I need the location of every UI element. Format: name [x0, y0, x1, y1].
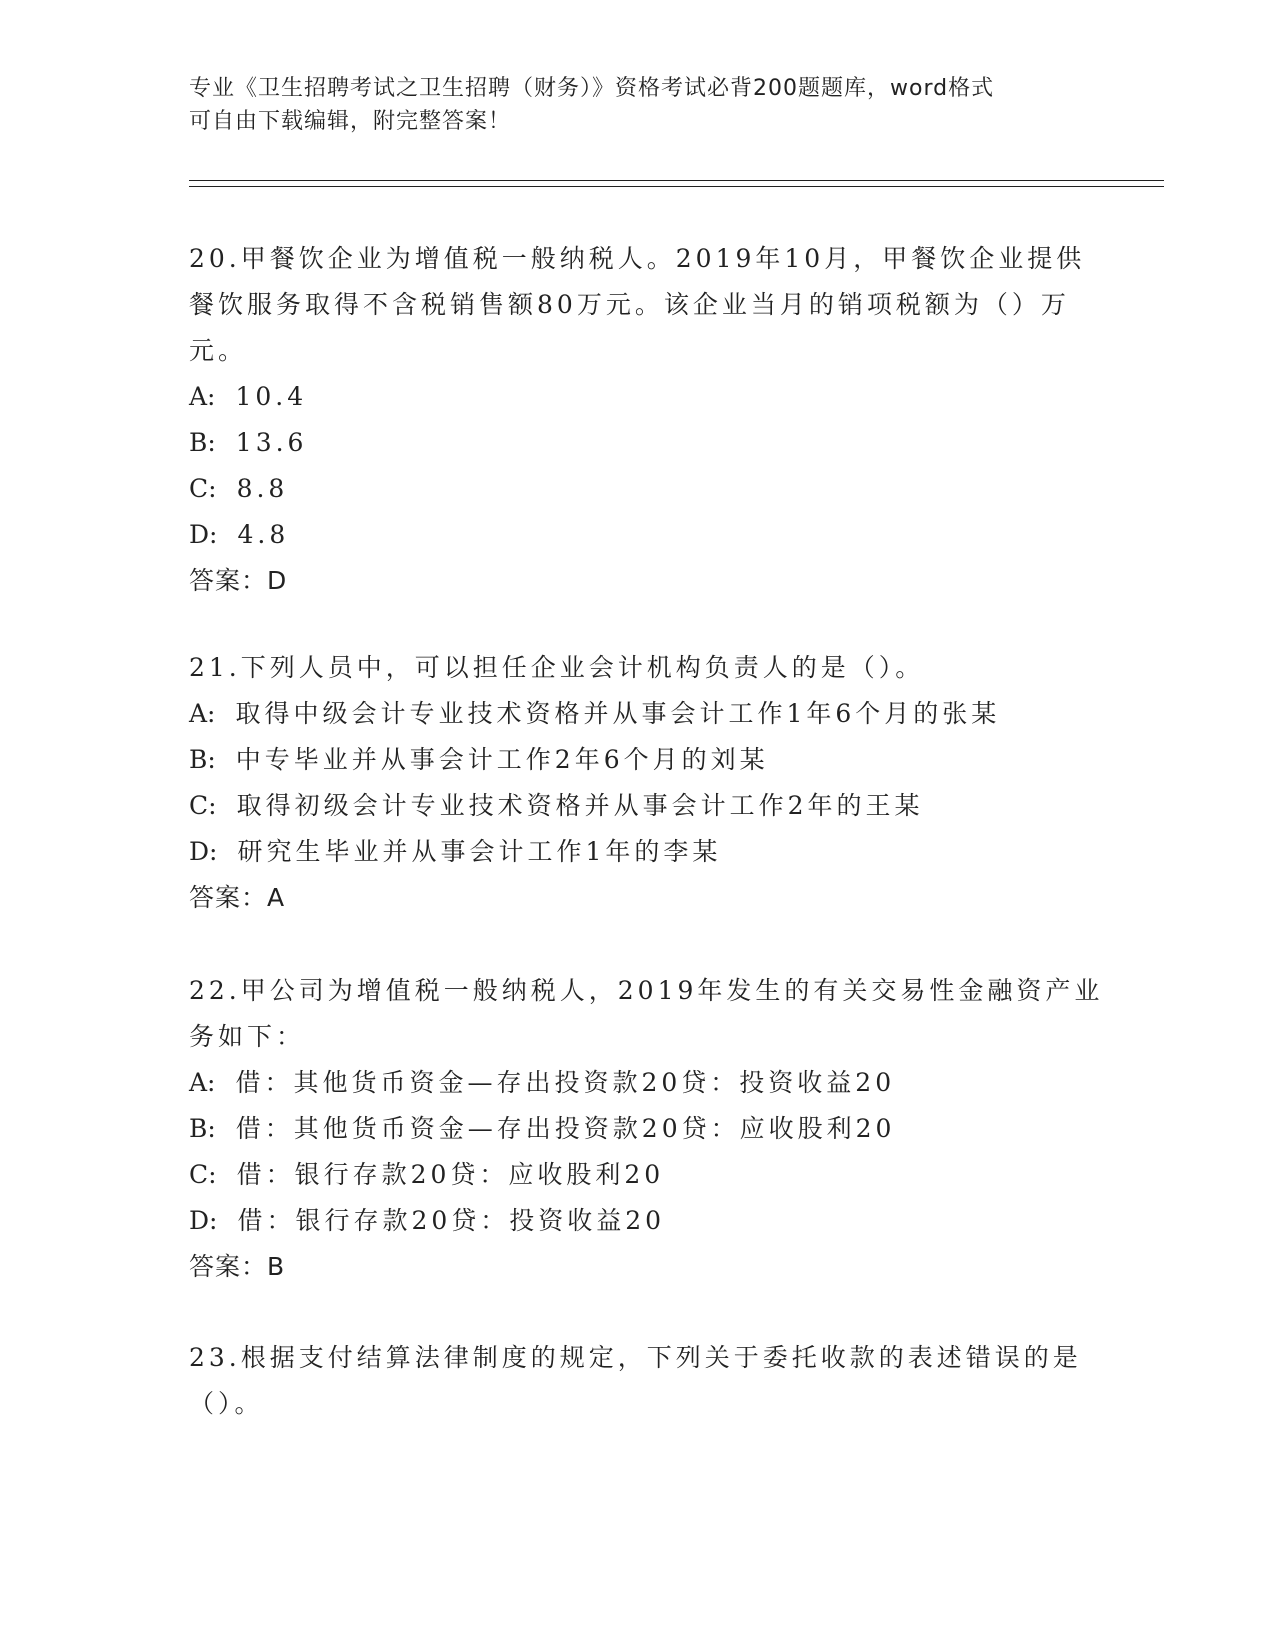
option-letter: C:: [189, 1160, 217, 1189]
question-stem-line: 元。: [189, 336, 248, 365]
option-text: 借：其他货币资金—存出投资款20贷：投资收益20: [235, 1068, 896, 1097]
option-letter: A:: [189, 382, 216, 411]
question-23: [189, 1335, 1089, 1427]
option-c: [189, 1152, 1089, 1198]
option-d: [189, 829, 1089, 875]
option-text: 研究生毕业并从事会计工作1年的李某: [237, 837, 722, 866]
answer-line: 答案：D: [189, 566, 288, 595]
option-c: [189, 783, 1089, 829]
option-letter: B:: [189, 428, 216, 457]
option-letter: D:: [189, 520, 218, 549]
question-stem-line: 22.甲公司为增值税一般纳税人，2019年发生的有关交易性金融资产业: [189, 976, 1104, 1005]
option-text: 借：银行存款20贷：投资收益20: [237, 1206, 666, 1235]
option-text: 中专毕业并从事会计工作2年6个月的刘某: [235, 745, 769, 774]
option-text: 取得中级会计专业技术资格并从事会计工作1年6个月的张某: [235, 699, 1001, 728]
option-letter: A:: [189, 1068, 216, 1097]
question-20: [189, 236, 1089, 604]
answer-line: 答案：B: [189, 1252, 286, 1281]
header-line-1: 专业《卫生招聘考试之卫生招聘（财务）》资格考试必背200题题库，word格式: [189, 76, 995, 101]
option-letter: C:: [189, 474, 217, 503]
option-d: [189, 512, 1089, 558]
question-stem-line: 餐饮服务取得不含税销售额80万元。该企业当月的销项税额为（）万: [189, 290, 1070, 319]
option-letter: B:: [189, 1114, 216, 1143]
option-text: 4.8: [237, 520, 290, 549]
answer-line: 答案：A: [189, 883, 286, 912]
option-text: 10.4: [235, 382, 308, 411]
option-letter: D:: [189, 837, 218, 866]
option-text: 8.8: [236, 474, 289, 503]
option-d: [189, 1198, 1089, 1244]
question-stem-line: 务如下：: [189, 1022, 306, 1051]
option-letter: B:: [189, 745, 216, 774]
option-letter: C:: [189, 791, 217, 820]
option-letter: D:: [189, 1206, 218, 1235]
option-text: 取得初级会计专业技术资格并从事会计工作2年的王某: [236, 791, 924, 820]
option-b: [189, 1106, 1089, 1152]
option-text: 13.6: [235, 428, 308, 457]
question-stem-line: （）。: [189, 1389, 264, 1418]
header-line-2: 可自由下载编辑，附完整答案！: [189, 109, 512, 134]
option-b: [189, 737, 1089, 783]
question-22: [189, 968, 1104, 1290]
option-text: 借：银行存款20贷：应收股利20: [236, 1160, 665, 1189]
question-21: [189, 645, 1089, 921]
question-stem-line: 21.下列人员中，可以担任企业会计机构负责人的是（）。: [189, 653, 925, 682]
document-header: [189, 72, 1089, 138]
option-text: 借：其他货币资金—存出投资款20贷：应收股利20: [235, 1114, 896, 1143]
option-a: [189, 374, 1089, 420]
option-a: [189, 1060, 1089, 1106]
question-stem-line: 23.根据支付结算法律制度的规定，下列关于委托收款的表述错误的是: [189, 1343, 1082, 1372]
option-b: [189, 420, 1089, 466]
header-divider-bottom: [189, 186, 1164, 187]
option-c: [189, 466, 1089, 512]
header-divider-top: [189, 180, 1164, 181]
option-a: [189, 691, 1089, 737]
question-stem-line: 20.甲餐饮企业为增值税一般纳税人。2019年10月，甲餐饮企业提供: [189, 244, 1086, 273]
option-letter: A:: [189, 699, 216, 728]
